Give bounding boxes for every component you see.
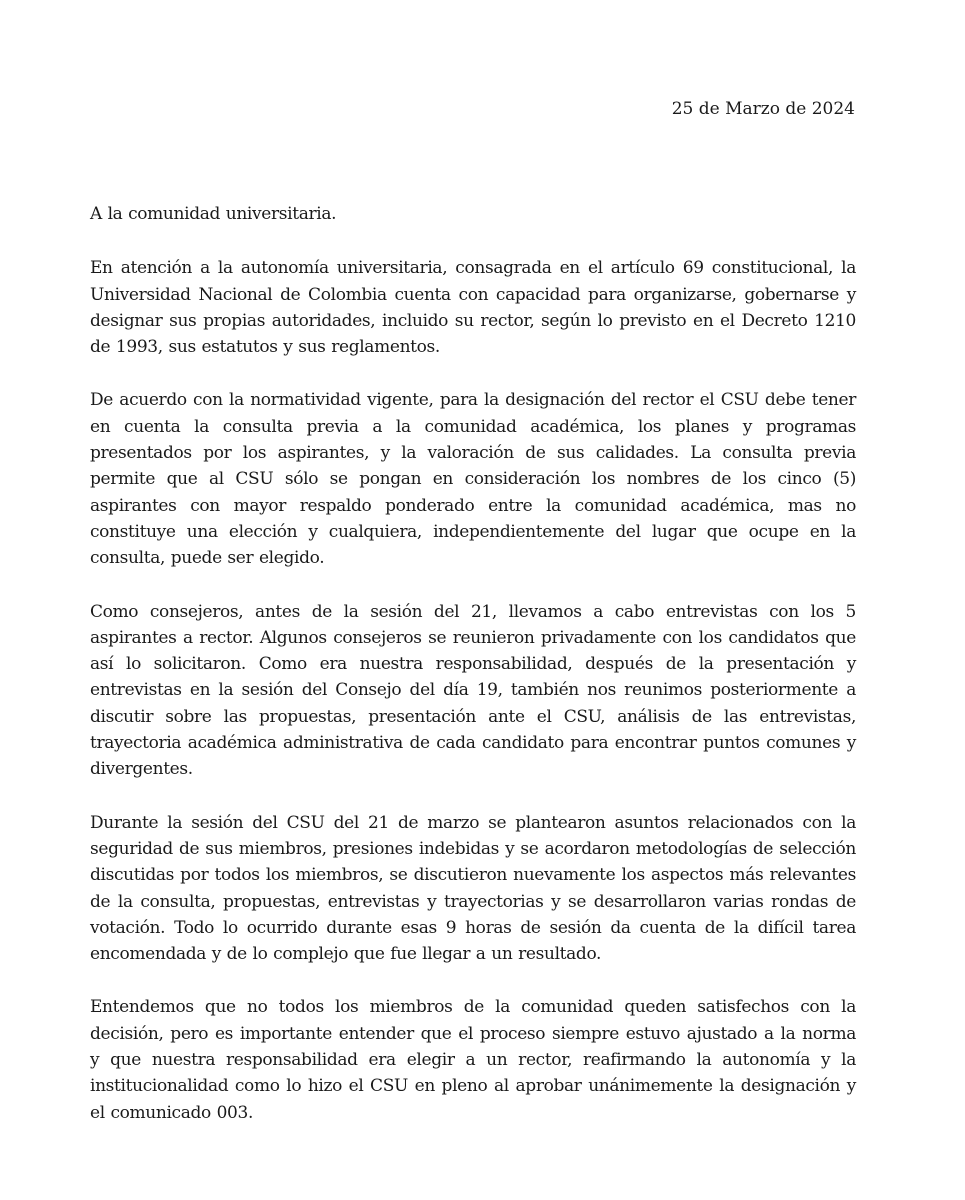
paragraph-interviews: Como consejeros, antes de la sesión del 21, llevamos a cabo entrevistas con los 5 aspirantes a rector. Algunos consejeros se reunieron privadamente con los candidatos que así lo solicitaron. Como era nuestra responsabilidad, después de la presentación y entrevistas en la sesión del Consejo del día 19, también nos reunimos posteriormente a discutir sobre las propuestas, presentación ante el CSU, análisis de las entrevistas, trayectoria académica administrativa de cada candidato para encontrar puntos comunes y divergentes. [90,601,856,780]
paragraph-session: Durante la sesión del CSU del 21 de marzo se plantearon asuntos relacionados con la seguridad de sus miembros, presiones indebidas y se acordaron metodologías de selección discutidas por todos los miembros, se discutieron nuevamente los aspectos más relevantes de la consulta, propuestas, entrevistas y trayectorias y se desarrollaron varias rondas de votación. Todo lo ocurrido durante esas 9 horas de sesión da cuenta de la difícil tarea encomendada y de lo complejo que fue llegar a un resultado. [90,812,856,965]
paragraph-conclusion: Entendemos que no todos los miembros de la comunidad queden satisfechos con la decisión, pero es importante entender que el proceso siempre estuvo ajustado a la norma y que nuestra responsabilidad era elegir a un rector, reafirmando la autonomía y la institucionalidad como lo hizo el CSU en pleno al aprobar unánimemente la designación y el comunicado 003. [90,997,856,1123]
letter-body [90,201,856,1126]
letter-salutation: A la comunidad universitaria. [90,204,337,224]
letter-date: 25 de Marzo de 2024 [671,99,855,119]
paragraph-autonomy: En atención a la autonomía universitaria, consagrada en el artículo 69 constitucional, la Universidad Nacional de Colombia cuenta con capacidad para organizarse, gobernarse y designar sus propias autoridades, incluido su rector, según lo previsto en el Decreto 1210 de 1993, sus estatutos y sus reglamentos. [90,258,856,358]
paragraph-regulations: De acuerdo con la normatividad vigente, para la designación del rector el CSU debe tener en cuenta la consulta previa a la comunidad académica, los planes y programas presentados por los aspirantes, y la valoración de sus calidades. La consulta previa permite que al CSU sólo se pongan en consideración los nombres de los cinco (5) aspirantes con mayor respaldo ponderado entre la comunidad académica, mas no constituye una elección y cualquiera, independientemente del lugar que ocupe en la consulta, puede ser elegido. [90,390,856,569]
